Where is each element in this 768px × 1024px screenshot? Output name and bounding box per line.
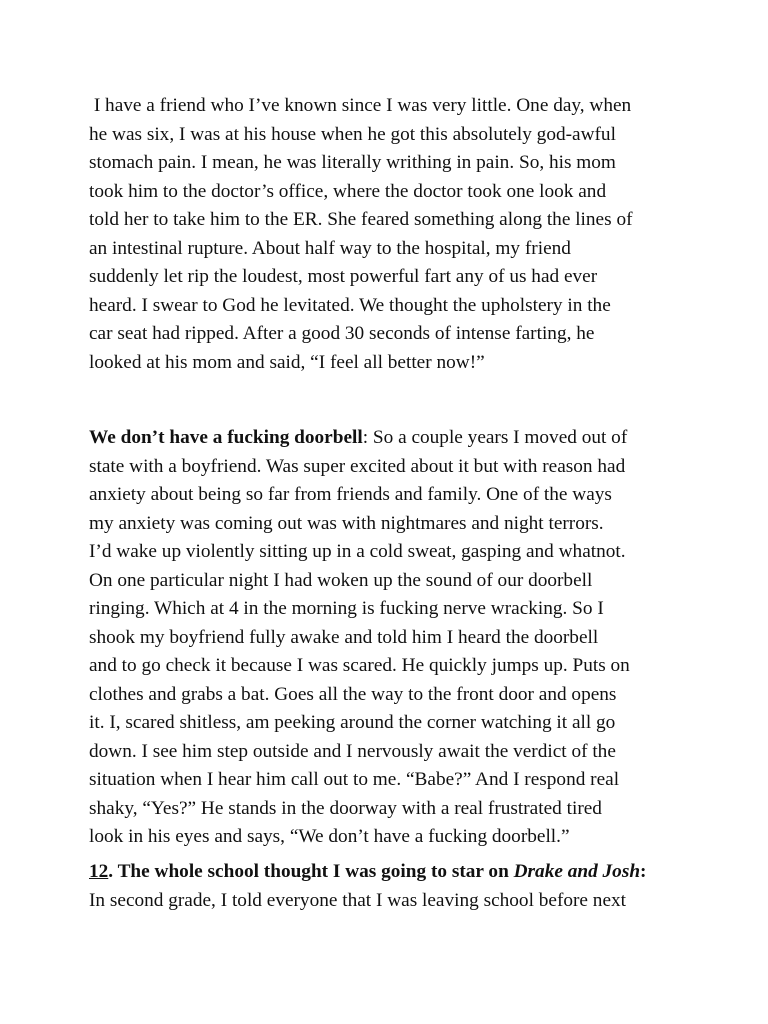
paragraph-line: ringing. Which at 4 in the morning is fucking nerve wracking. So I — [89, 598, 604, 619]
story-title: We don’t have a fucking doorbell — [89, 427, 363, 448]
paragraph-line: On one particular night I had woken up the sound of our doorbell — [89, 569, 593, 591]
paragraph-line: told her to take him to the ER. She feared something along the lines of — [89, 209, 633, 230]
paragraph-first-line — [89, 424, 709, 453]
paragraph-line: anxiety about being so far from friends and family. One of the ways — [89, 484, 612, 505]
paragraph-line: stomach pain. I mean, he was literally writhing in pain. So, his mom — [89, 152, 616, 173]
paragraph-line: look in his eyes and says, “We don’t have a fucking doorbell.” — [89, 826, 570, 847]
paragraph-line: down. I see him step outside and I nervously await the verdict of the — [89, 740, 616, 762]
paragraph-line: state with a boyfriend. Was super excited about it but with reason had — [89, 455, 626, 477]
paragraph-line: In second grade, I told everyone that I was leaving school before next — [89, 889, 627, 911]
paragraph-line: it. I, scared shitless, am peeking around the corner watching it all go — [89, 712, 616, 733]
paragraph-line: shook my boyfriend fully awake and told him I heard the doorbell — [89, 626, 599, 648]
paragraph-line: I’d wake up violently sitting up in a cold sweat, gasping and whatnot. — [89, 541, 626, 562]
paragraph-line: an intestinal rupture. About half way to the hospital, my friend — [89, 237, 571, 259]
title-colon: : — [640, 861, 647, 882]
paragraph-line: took him to the doctor’s office, where the doctor took one look and — [89, 180, 607, 202]
paragraph-line: heard. I swear to God he levitated. We thought the upholstery in the — [89, 294, 611, 316]
paragraph-line: he was six, I was at his house when he got this absolutely god-awful — [89, 123, 616, 145]
paragraph-first-line — [89, 858, 709, 887]
story-number: 12 — [89, 861, 109, 882]
story-intro: : So a couple years I moved out of — [362, 427, 628, 448]
paragraph-line: clothes and grabs a bat. Goes all the way to the front door and opens — [89, 683, 617, 705]
paragraph-line: car seat had ripped. After a good 30 seconds of intense farting, he — [89, 323, 595, 344]
paragraph-line: suddenly let rip the loudest, most powerful fart any of us had ever — [89, 266, 598, 287]
show-title: Drake and Josh — [513, 861, 641, 882]
story-doorbell — [89, 424, 709, 852]
paragraph-line: shaky, “Yes?” He stands in the doorway with a real frustrated tired — [89, 797, 602, 819]
paragraph-line: looked at his mom and said, “I feel all better now!” — [89, 351, 485, 373]
paragraph-line: and to go check it because I was scared. He quickly jumps up. Puts on — [89, 655, 630, 676]
story-drake-and-josh — [89, 858, 709, 915]
story-title: . The whole school thought I was going to star on — [108, 861, 514, 882]
paragraph-line: situation when I hear him call out to me. “Babe?” And I respond real — [89, 769, 620, 790]
paragraph-line: I have a friend who I’ve known since I was very little. One day, when — [89, 95, 632, 116]
paragraph-line: my anxiety was coming out was with nightmares and night terrors. — [89, 512, 604, 534]
story-friend-fart — [89, 92, 709, 377]
